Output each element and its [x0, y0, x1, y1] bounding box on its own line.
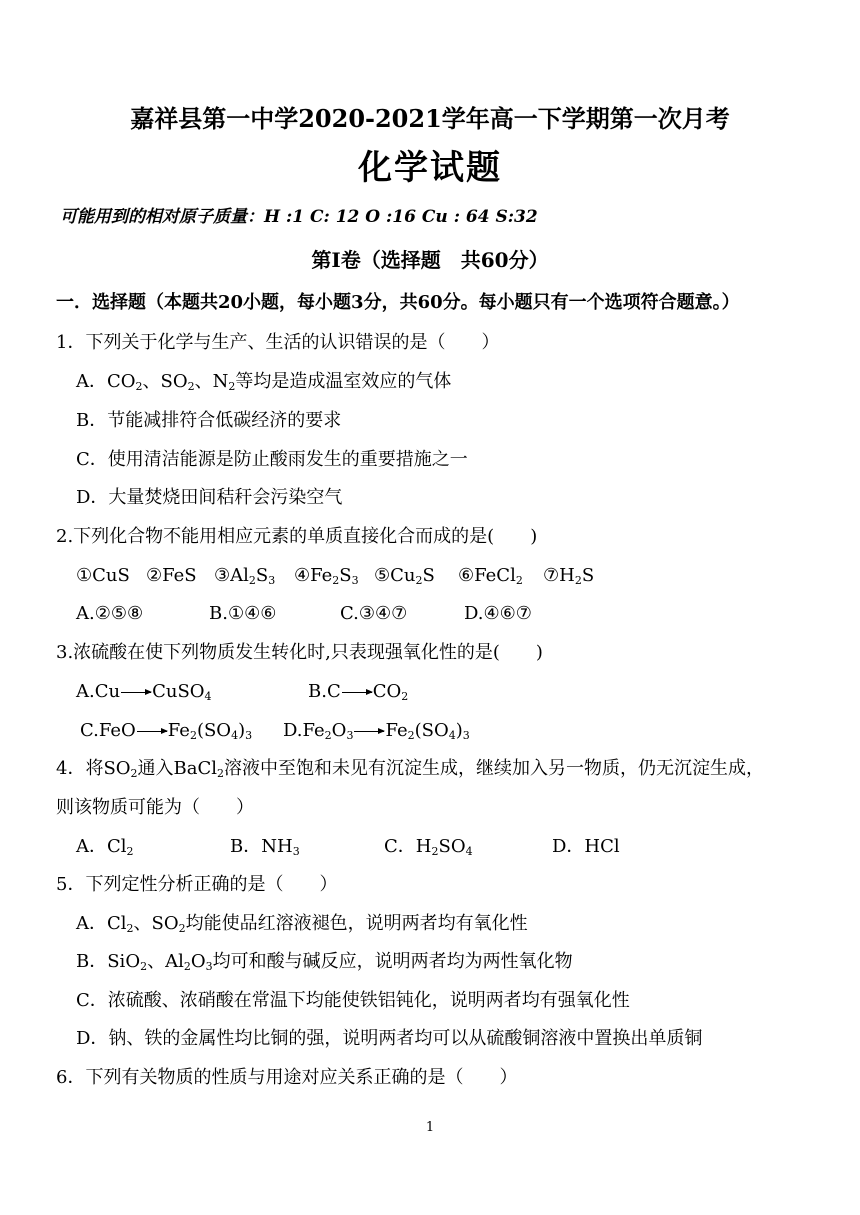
- question-3-option-a: A.Cu CuSO$_4$: [76, 681, 212, 703]
- question-3-stem: 3.浓硫酸在使下列物质发生转化时,只表现强氧化性的是( ): [56, 642, 543, 663]
- reaction-arrow-icon: [121, 692, 151, 693]
- compound-3: $③Al_2S_3$: [214, 565, 276, 587]
- section-title: 第Ⅰ卷（选择题 共60分）: [311, 248, 549, 272]
- question-3-option-d: $D.Fe_2O_3$ $Fe_2(SO_4)_3$: [283, 720, 470, 742]
- part-one-heading: 一．选择题（本题共20小题，每小题3分，共60分。每小题只有一个选项符合题意。）: [56, 292, 740, 313]
- compound-5: $⑤Cu_2S$: [374, 565, 435, 587]
- question-2-option-b: B.①④⑥: [209, 603, 277, 624]
- reaction-arrow-icon: [137, 731, 167, 732]
- question-3-option-b: B.C $CO_2$: [308, 681, 409, 703]
- reaction-arrow-icon: [342, 692, 372, 693]
- question-5-option-c: C．浓硫酸、浓硝酸在常温下均能使铁铝钝化，说明两者均有强氧化性: [76, 990, 630, 1011]
- compound-7: $⑦H_2S$: [543, 565, 595, 587]
- question-2-option-d: D.④⑥⑦: [464, 603, 532, 624]
- subject-title: 化学试题: [358, 148, 502, 188]
- question-1-option-d: D．大量焚烧田间秸秆会污染空气: [76, 487, 343, 508]
- question-5-option-d: D．钠、铁的金属性均比铜的强，说明两者均可以从硫酸铜溶液中置换出单质铜: [76, 1028, 703, 1049]
- question-1-option-c: C．使用清洁能源是防止酸雨发生的重要措施之一: [76, 449, 468, 470]
- compound-4: $④Fe_2S_3$: [294, 565, 359, 587]
- question-5-option-a: A．$Cl_2$、$SO_2$均能使品红溶液褪色，说明两者均有氧化性: [76, 913, 528, 935]
- school-title: 嘉祥县第一中学2020-2021学年高一下学期第一次月考: [130, 104, 730, 133]
- question-4-option-a: A．$Cl_2$: [76, 836, 134, 858]
- question-4-stem-continued: 则该物质可能为（ ）: [56, 797, 254, 818]
- question-2-option-a: A.②⑤⑧: [76, 603, 144, 624]
- compound-1: ①CuS: [76, 565, 130, 586]
- question-6-stem: 6．下列有关物质的性质与用途对应关系正确的是（ ）: [56, 1067, 518, 1088]
- question-1-option-b: B．节能减排符合低碳经济的要求: [76, 410, 342, 431]
- question-2-stem: 2.下列化合物不能用相应元素的单质直接化合而成的是( ): [56, 526, 538, 547]
- question-1-stem: 1．下列关于化学与生产、生活的认识错误的是（ ）: [56, 332, 500, 353]
- question-4-stem: 4．将$SO_2$通入BaCl$_2$溶液中至饱和未见有沉淀生成，继续加入另一物质，仍无沉淀生成，: [56, 758, 765, 780]
- reaction-arrow-icon: [354, 731, 384, 732]
- question-3-option-c: C.FeO $Fe_2(SO_4)_3$: [80, 720, 253, 742]
- question-1-option-a: A．$CO_2$、$SO_2$、$N_2$等均是造成温室效应的气体: [76, 371, 452, 393]
- atomic-masses-note: 可能用到的相对原子质量：H :1 C: 12 O :16 Cu : 64 S:32: [60, 207, 538, 227]
- question-5-option-b: B．SiO$_2$、$Al_2O_3$均可和酸与碱反应，说明两者均为两性氧化物: [76, 951, 573, 973]
- page-number: 1: [425, 1120, 435, 1135]
- question-5-stem: 5．下列定性分析正确的是（ ）: [56, 874, 338, 895]
- compound-6: ⑥FeCl$_2$: [458, 565, 523, 587]
- question-2-option-c: C.③④⑦: [340, 603, 408, 624]
- question-4-option-b: B．$NH_3$: [230, 836, 300, 858]
- question-4-option-c: C．$H_2SO_4$: [384, 836, 473, 858]
- compound-2: ②FeS: [146, 565, 197, 586]
- question-4-option-d: D．HCl: [552, 836, 620, 857]
